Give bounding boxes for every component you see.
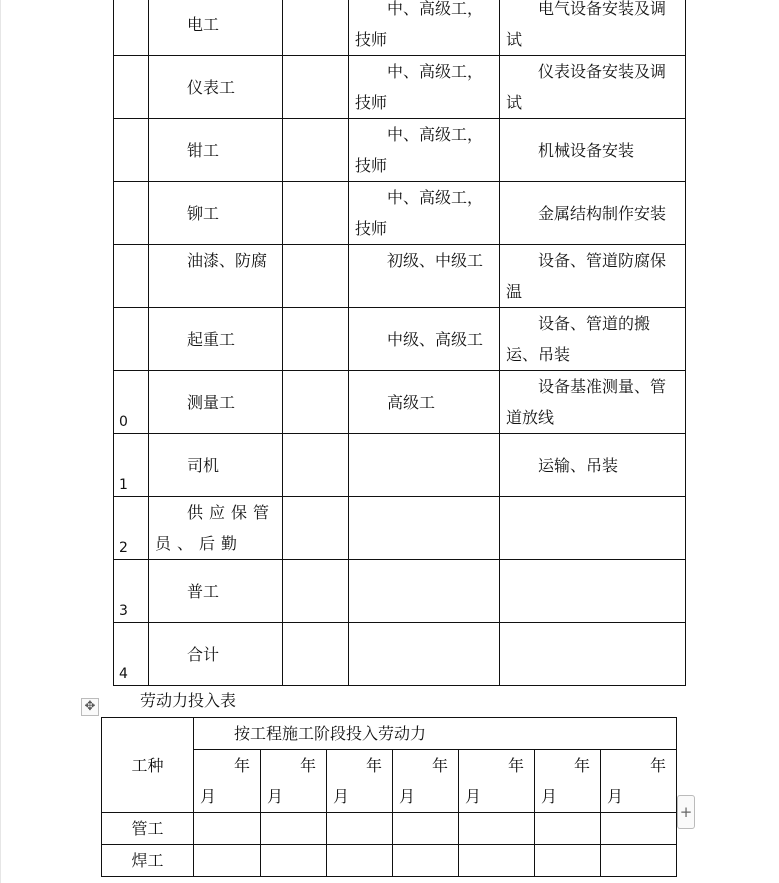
data-cell[interactable]	[393, 813, 459, 845]
scope-cell[interactable]: 设备、管道防腐保温	[500, 245, 686, 308]
data-cell[interactable]	[194, 845, 261, 877]
count-cell[interactable]	[283, 56, 349, 119]
level-cell[interactable]: 中级、高级工	[349, 308, 500, 371]
table-row	[114, 0, 686, 56]
header-row	[102, 718, 677, 750]
work-type-header-cell[interactable]: 工种	[102, 718, 194, 813]
add-column-icon: +	[679, 803, 693, 821]
year-month-cell[interactable]: 年 月	[393, 750, 459, 813]
count-cell[interactable]	[283, 0, 349, 56]
table-row	[114, 119, 686, 182]
year-month-cell[interactable]: 年 月	[535, 750, 601, 813]
level-cell[interactable]: 中、高级工，技师	[349, 0, 500, 56]
level-cell[interactable]	[349, 560, 500, 623]
table-row	[114, 371, 686, 434]
table-row	[114, 560, 686, 623]
stage-header-cell[interactable]: 按工程施工阶段投入劳动力	[194, 718, 677, 750]
level-cell[interactable]: 中、高级工，技师	[349, 119, 500, 182]
table-move-handle[interactable]	[81, 698, 99, 716]
work-type-cell[interactable]: 油漆、防腐	[149, 245, 283, 308]
row-number-cell[interactable]: 2	[114, 497, 149, 560]
data-cell[interactable]	[601, 845, 677, 877]
table-row	[114, 56, 686, 119]
work-type-cell[interactable]: 合计	[149, 623, 283, 686]
level-cell[interactable]	[349, 497, 500, 560]
work-type-cell[interactable]: 钳工	[149, 119, 283, 182]
data-cell[interactable]	[327, 845, 393, 877]
row-number-cell[interactable]: 1	[114, 434, 149, 497]
work-type-cell[interactable]: 仪表工	[149, 56, 283, 119]
row-number-cell[interactable]	[114, 245, 149, 308]
scope-cell[interactable]	[500, 623, 686, 686]
scope-cell[interactable]: 电气设备安装及调试	[500, 0, 686, 56]
move-handle-icon: ✥	[84, 699, 96, 714]
row-number-cell[interactable]	[114, 182, 149, 245]
scope-cell[interactable]: 机械设备安装	[500, 119, 686, 182]
labor-input-table	[101, 717, 677, 877]
year-month-cell[interactable]: 年 月	[601, 750, 677, 813]
count-cell[interactable]	[283, 308, 349, 371]
work-type-cell[interactable]: 焊工	[102, 845, 194, 877]
year-month-cell[interactable]: 年 月	[194, 750, 261, 813]
count-cell[interactable]	[283, 182, 349, 245]
labor-table	[113, 0, 686, 686]
level-cell[interactable]: 初级、中级工	[349, 245, 500, 308]
scope-cell[interactable]: 设备、管道的搬运、吊装	[500, 308, 686, 371]
work-type-cell[interactable]: 铆工	[149, 182, 283, 245]
work-type-cell[interactable]: 测量工	[149, 371, 283, 434]
work-type-cell[interactable]: 起重工	[149, 308, 283, 371]
level-cell[interactable]	[349, 434, 500, 497]
row-number-cell[interactable]: 0	[114, 371, 149, 434]
scope-cell[interactable]: 仪表设备安装及调试	[500, 56, 686, 119]
work-type-cell[interactable]: 司机	[149, 434, 283, 497]
scope-cell[interactable]: 金属结构制作安装	[500, 182, 686, 245]
table-row	[114, 497, 686, 560]
count-cell[interactable]	[283, 434, 349, 497]
scope-cell[interactable]: 运输、吊装	[500, 434, 686, 497]
table-caption: 劳动力投入表	[140, 691, 237, 710]
scope-cell[interactable]	[500, 560, 686, 623]
data-cell[interactable]	[393, 845, 459, 877]
work-type-cell[interactable]: 电工	[149, 0, 283, 56]
data-cell[interactable]	[459, 845, 535, 877]
data-cell[interactable]	[535, 845, 601, 877]
table-row	[114, 182, 686, 245]
count-cell[interactable]	[283, 371, 349, 434]
data-cell[interactable]	[535, 813, 601, 845]
row-number-cell[interactable]	[114, 119, 149, 182]
table-row	[114, 245, 686, 308]
table-row	[114, 623, 686, 686]
table-row	[102, 813, 677, 845]
level-cell[interactable]: 中、高级工，技师	[349, 56, 500, 119]
data-cell[interactable]	[601, 813, 677, 845]
table-row	[114, 308, 686, 371]
level-cell[interactable]: 高级工	[349, 371, 500, 434]
year-month-cell[interactable]: 年 月	[327, 750, 393, 813]
work-type-cell[interactable]: 管工	[102, 813, 194, 845]
scope-cell[interactable]	[500, 497, 686, 560]
year-month-cell[interactable]: 年 月	[459, 750, 535, 813]
level-cell[interactable]	[349, 623, 500, 686]
count-cell[interactable]	[283, 245, 349, 308]
work-type-cell[interactable]: 供应保管员、后勤	[149, 497, 283, 560]
row-number-cell[interactable]: 3	[114, 560, 149, 623]
data-cell[interactable]	[327, 813, 393, 845]
count-cell[interactable]	[283, 623, 349, 686]
row-number-cell[interactable]	[114, 308, 149, 371]
data-cell[interactable]	[261, 845, 327, 877]
data-cell[interactable]	[459, 813, 535, 845]
row-number-cell[interactable]	[114, 0, 149, 56]
row-number-cell[interactable]: 4	[114, 623, 149, 686]
work-type-cell[interactable]: 普工	[149, 560, 283, 623]
count-cell[interactable]	[283, 560, 349, 623]
data-cell[interactable]	[194, 813, 261, 845]
row-number-cell[interactable]	[114, 56, 149, 119]
data-cell[interactable]	[261, 813, 327, 845]
table-row	[114, 434, 686, 497]
count-cell[interactable]	[283, 497, 349, 560]
year-month-cell[interactable]: 年 月	[261, 750, 327, 813]
page-edge	[0, 0, 1, 883]
add-column-button[interactable]	[677, 795, 695, 829]
scope-cell[interactable]: 设备基准测量、管道放线	[500, 371, 686, 434]
count-cell[interactable]	[283, 119, 349, 182]
level-cell[interactable]: 中、高级工，技师	[349, 182, 500, 245]
table-row	[102, 845, 677, 877]
